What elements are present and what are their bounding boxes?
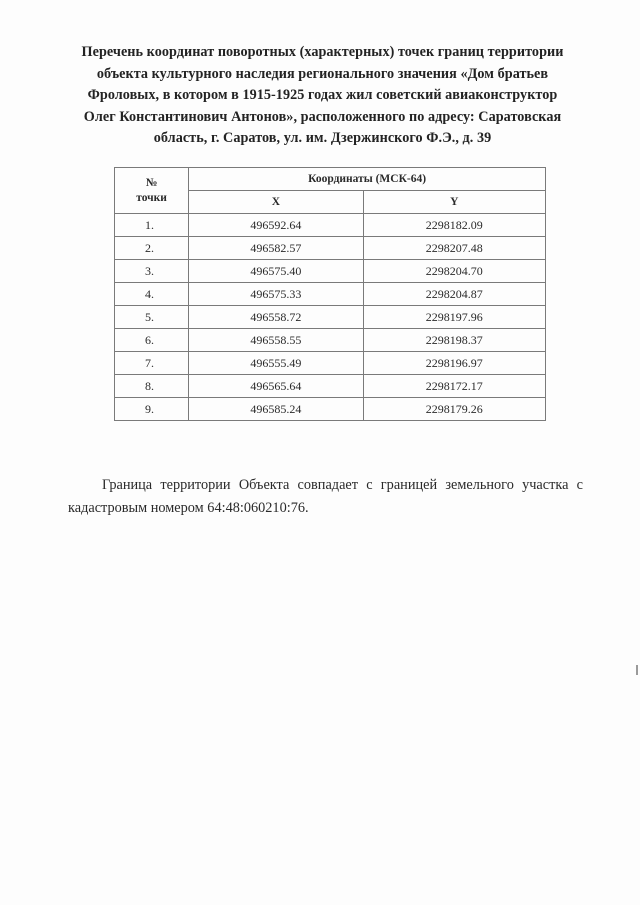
point-number: 6. [115,329,189,352]
point-x: 496575.33 [189,283,363,306]
header-num-label: точки [136,191,167,204]
point-y: 2298204.87 [363,283,545,306]
point-number: 3. [115,260,189,283]
point-y: 2298204.70 [363,260,545,283]
title-line: объекта культурного наследия регионального значения «Дом братьев [96,65,549,82]
point-y: 2298197.96 [363,306,545,329]
point-y: 2298172.17 [363,375,545,398]
table-header-row [115,168,546,191]
point-x: 496565.64 [189,375,363,398]
table-row [115,352,546,375]
title-line: Фроловых, в котором в 1915-1925 годах жил советский авиаконструктор [87,87,558,103]
point-y: 2298198.37 [363,329,545,352]
document-title [40,42,605,150]
table-row [115,306,546,329]
scan-edge-mark [636,665,638,675]
boundary-note: Граница территории Объекта совпадает с границей земельного участка с кадастровым номером 64:48:060210:76. [68,477,583,517]
point-number: 2. [115,237,189,260]
point-number: 5. [115,306,189,329]
point-x: 496585.24 [189,398,363,421]
title-line: Олег Константинович Антонов», расположенного по адресу: Саратовская [83,108,562,125]
point-number: 8. [115,375,189,398]
table-row [115,260,546,283]
table-row [115,283,546,306]
point-x: 496575.40 [189,260,363,283]
point-x: 496582.57 [189,237,363,260]
header-num-symbol: № [145,176,158,189]
point-y: 2298182.09 [363,214,545,237]
header-point-number [115,168,189,214]
table-row [115,398,546,421]
table-row [115,375,546,398]
table-row [115,329,546,352]
header-coordinates: Координаты (МСК-64) [189,168,546,191]
coordinates-table [114,167,546,421]
table-row [115,237,546,260]
point-x: 496558.55 [189,329,363,352]
point-x: 496592.64 [189,214,363,237]
title-line: Перечень координат поворотных (характерных) точек границ территории [81,44,564,60]
table-row [115,214,546,237]
title-line: область, г. Саратов, ул. им. Дзержинского Ф.Э., д. 39 [153,130,492,146]
point-y: 2298207.48 [363,237,545,260]
point-x: 496555.49 [189,352,363,375]
point-number: 4. [115,283,189,306]
point-number: 9. [115,398,189,421]
header-x: X [189,191,363,214]
point-y: 2298196.97 [363,352,545,375]
point-x: 496558.72 [189,306,363,329]
point-number: 7. [115,352,189,375]
point-number: 1. [115,214,189,237]
point-y: 2298179.26 [363,398,545,421]
header-y: Y [363,191,545,214]
